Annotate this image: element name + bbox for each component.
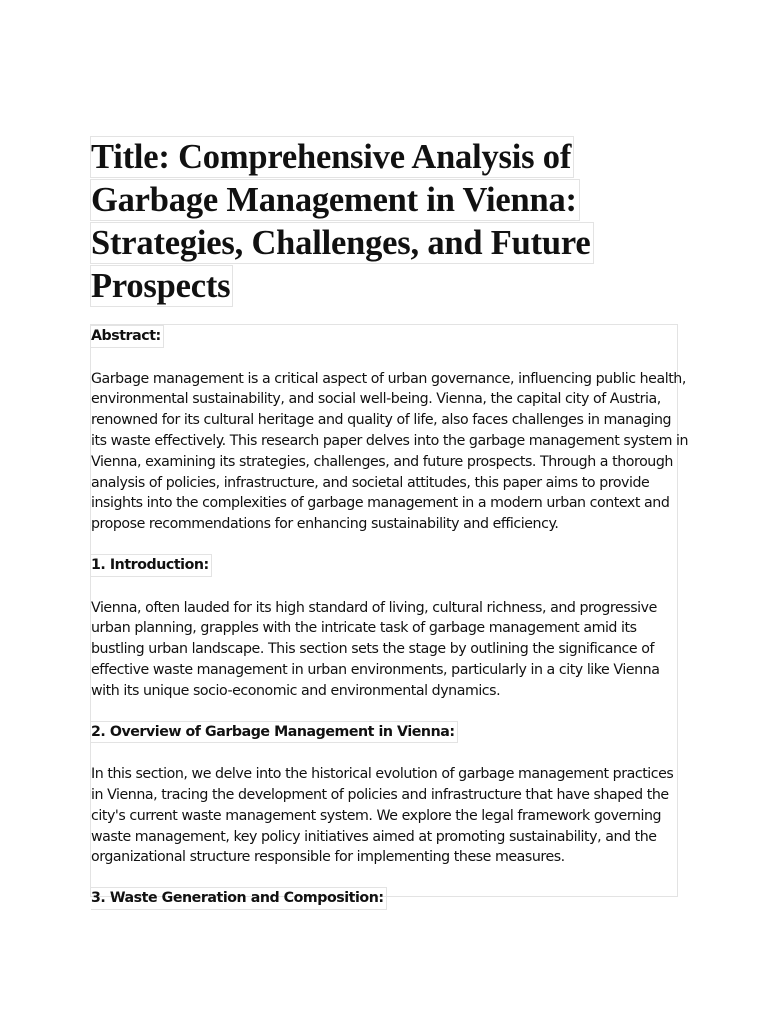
text-line: analysis of policies, infrastructure, and societal attitudes, this paper aims to provide <box>91 474 650 491</box>
section-heading: 1. Introduction: <box>91 554 212 577</box>
title-line: Prospects <box>90 265 233 307</box>
abstract-paragraph <box>91 369 689 535</box>
text-line: Vienna, examining its strategies, challenges, and future prospects. Through a thorough <box>91 453 673 470</box>
text-line: bustling urban landscape. This section sets the stage by outlining the significance of <box>91 641 654 658</box>
text-line: with its unique socio-economic and environmental dynamics. <box>91 682 501 699</box>
text-line: Vienna, often lauded for its high standard of living, cultural richness, and progressive <box>91 599 657 616</box>
text-line: Garbage management is a critical aspect of urban governance, influencing public health, <box>91 370 686 387</box>
waste-generation-section <box>91 887 677 910</box>
text-line: insights into the complexities of garbage management in a modern urban context and <box>91 495 670 512</box>
text-line: organizational structure responsible for implementing these measures. <box>91 849 565 866</box>
abstract-section <box>91 325 689 535</box>
section-heading: 3. Waste Generation and Composition: <box>91 887 387 910</box>
overview-section <box>91 721 677 869</box>
text-line: urban planning, grapples with the intricate task of garbage management amid its <box>91 620 637 637</box>
text-line: environmental sustainability, and social well-being. Vienna, the capital city of Austria, <box>91 391 661 408</box>
text-line: In this section, we delve into the historical evolution of garbage management practices <box>91 766 674 783</box>
section-paragraph <box>91 764 677 868</box>
section-heading: 2. Overview of Garbage Management in Vienna: <box>91 721 458 744</box>
title-line: Garbage Management in Vienna: <box>90 179 580 221</box>
text-line: renowned for its cultural heritage and quality of life, also faces challenges in managing <box>91 412 672 429</box>
introduction-section <box>91 554 677 702</box>
abstract-heading: Abstract: <box>91 325 164 348</box>
text-line: effective waste management in urban environments, particularly in a city like Vienna <box>91 661 660 678</box>
section-paragraph <box>91 598 677 702</box>
document-body <box>90 324 689 907</box>
text-line: waste management, key policy initiatives aimed at promoting sustainability, and the <box>91 828 657 845</box>
text-line: its waste effectively. This research paper delves into the garbage management system in <box>91 432 689 449</box>
text-line: in Vienna, tracing the development of policies and infrastructure that have shaped the <box>91 786 669 803</box>
title-line: Title: Comprehensive Analysis of <box>90 136 574 178</box>
text-line: propose recommendations for enhancing sustainability and efficiency. <box>91 516 559 533</box>
text-line: city's current waste management system. We explore the legal framework governing <box>91 807 662 824</box>
document-title <box>90 136 610 308</box>
title-line: Strategies, Challenges, and Future <box>90 222 594 264</box>
